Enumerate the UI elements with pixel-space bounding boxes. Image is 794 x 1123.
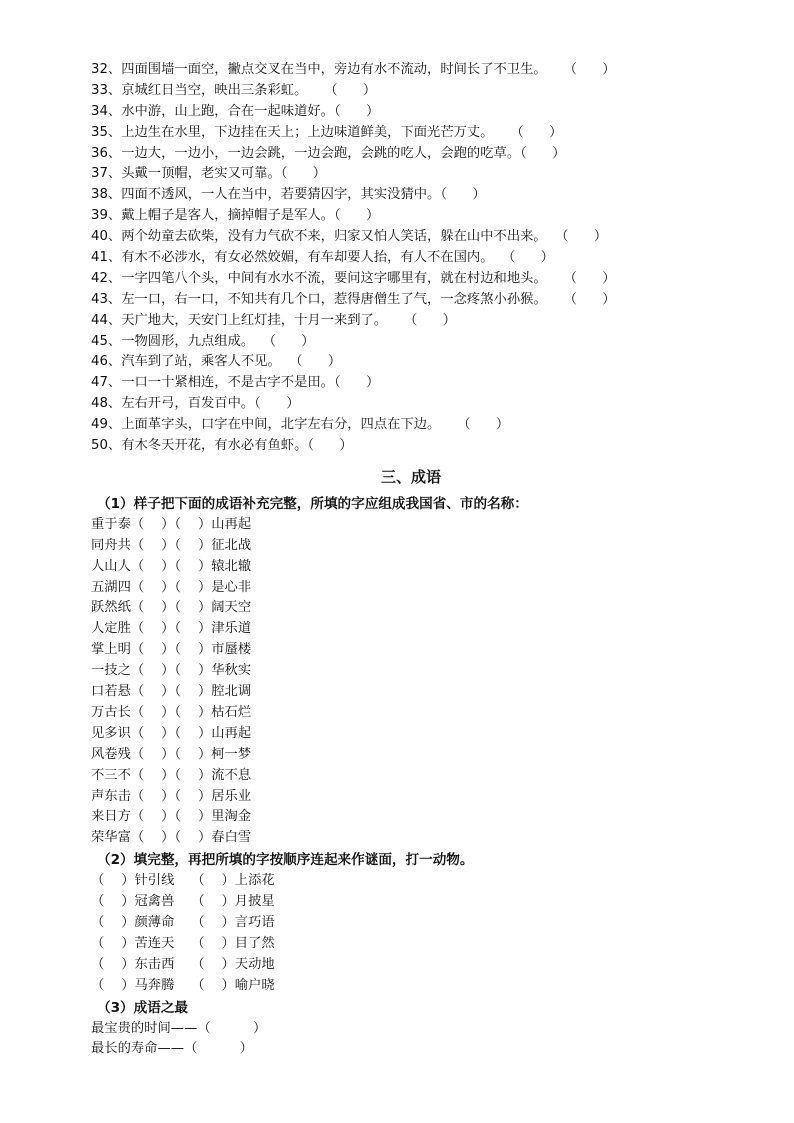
idiom-row: 见多识（ ）（ ）山再起 xyxy=(91,725,252,741)
riddle-item: 37、头戴一顶帽，老实又可靠。（ ） xyxy=(91,166,327,182)
riddle-item: 41、有木不必涉水，有女必然姣媚，有车却要人抬，有人不在国内。 （ ） xyxy=(91,250,554,266)
riddle-item: 42、一字四笔八个头，中间有水水不流，要问这字哪里有，就在村边和地头。 （ ） xyxy=(91,270,616,286)
riddle-item: 36、一边大，一边小，一边会跳，一边会跑，会跳的吃人，会跑的吃草。（ ） xyxy=(91,145,566,161)
idiom-row: （ ）东击西 （ ）天动地 xyxy=(91,956,275,972)
idiom-row: （ ）马奔腾 （ ）喻户晓 xyxy=(91,977,275,993)
idiom-row: （ ）苦连天 （ ）目了然 xyxy=(91,935,275,951)
idiom-row: 同舟共（ ）（ ）征北战 xyxy=(91,537,252,553)
idiom-row: 风卷残（ ）（ ）柯一梦 xyxy=(91,746,252,762)
document-page xyxy=(91,60,731,1060)
idiom-row: （ ）颜薄命 （ ）言巧语 xyxy=(91,914,275,930)
idiom-row: 不三不（ ）（ ）流不息 xyxy=(91,767,252,783)
idiom-row: （ ）冠禽兽 （ ）月披星 xyxy=(91,894,275,910)
idiom-row: （ ）针引线 （ ）上添花 xyxy=(91,873,275,889)
idiom-row: 人山人（ ）（ ）辕北辙 xyxy=(91,558,252,574)
riddle-item: 45、一物圆形，九点组成。 （ ） xyxy=(91,333,315,349)
riddle-item: 46、汽车到了站，乘客人不见。 （ ） xyxy=(91,354,342,370)
riddle-item: 47、一口一十紧相连，不是古字不是田。（ ） xyxy=(91,375,380,391)
riddle-item: 40、两个幼童去砍柴，没有力气砍不来，归家又怕人笑话，躲在山中不出来。 （ ） xyxy=(91,229,608,245)
section-title: 三、成语 xyxy=(380,467,441,486)
idiom-animal-list xyxy=(91,871,731,996)
part2-heading: （2）填完整，再把所填的字按顺序连起来作谜面，打一动物。 xyxy=(97,852,474,869)
riddle-item: 34、水中游，山上跑，合在一起味道好。（ ） xyxy=(91,103,380,119)
riddle-item: 39、戴上帽子是客人，摘掉帽子是军人。（ ） xyxy=(91,208,380,224)
idiom-row: 一技之（ ）（ ）华秋实 xyxy=(91,663,252,679)
idiom-row: 人定胜（ ）（ ）津乐道 xyxy=(91,621,252,637)
idiom-row: 掌上明（ ）（ ）市蜃楼 xyxy=(91,642,252,658)
riddle-item: 48、左右开弓，百发百中。（ ） xyxy=(91,396,300,412)
riddle-item: 38、四面不透风，一人在当中，若要猜囚字，其实没猜中。（ ） xyxy=(91,187,486,203)
riddle-item: 50、有木冬天开花，有水必有鱼虾。（ ） xyxy=(91,438,353,454)
idiom-row: 万古长（ ）（ ）枯石烂 xyxy=(91,704,252,720)
riddle-item: 43、左一口，右一口，不知共有几个口，惹得唐僧生了气，一念疼煞小孙猴。 （ ） xyxy=(91,291,616,307)
idiom-row: 荣华富（ ）（ ）春白雪 xyxy=(91,830,252,846)
idiom-superlative-list xyxy=(91,1019,731,1061)
riddle-item: 35、上边生在水里，下边挂在天上；上边味道鲜美，下面光芒万丈。 （ ） xyxy=(91,124,563,140)
part3-heading: （3）成语之最 xyxy=(97,999,189,1016)
idiom-row: 五湖四（ ）（ ）是心非 xyxy=(91,579,252,595)
idiom-province-list xyxy=(91,515,731,849)
idiom-row: 声东击（ ）（ ）居乐业 xyxy=(91,788,252,804)
idiom-row: 来日方（ ）（ ）里淘金 xyxy=(91,809,252,825)
riddle-item: 33、京城红日当空，映出三条彩虹。 （ ） xyxy=(91,82,377,98)
riddle-item: 49、上面革字头，口字在中间，北字左右分，四点在下边。 （ ） xyxy=(91,417,510,433)
part1-heading: （1）样子把下面的成语补充完整，所填的字应组成我国省、市的名称： xyxy=(97,495,528,512)
idiom-row: 跃然纸（ ）（ ）阔天空 xyxy=(91,600,252,616)
idiom-row: 重于泰（ ）（ ）山再起 xyxy=(91,516,252,532)
idiom-row: 口若悬（ ）（ ）腔北调 xyxy=(91,684,252,700)
idiom-row: 最宝贵的时间——（ ） xyxy=(91,1020,267,1036)
riddle-item: 44、天广地大，天安门上红灯挂，十月一来到了。 （ ） xyxy=(91,312,457,328)
riddle-list xyxy=(91,60,731,457)
riddle-item: 32、四面围墙一面空，撇点交叉在当中，旁边有水不流动，时间长了不卫生。 （ ） xyxy=(91,62,616,77)
idiom-row: 最长的寿命——（ ） xyxy=(91,1041,253,1057)
